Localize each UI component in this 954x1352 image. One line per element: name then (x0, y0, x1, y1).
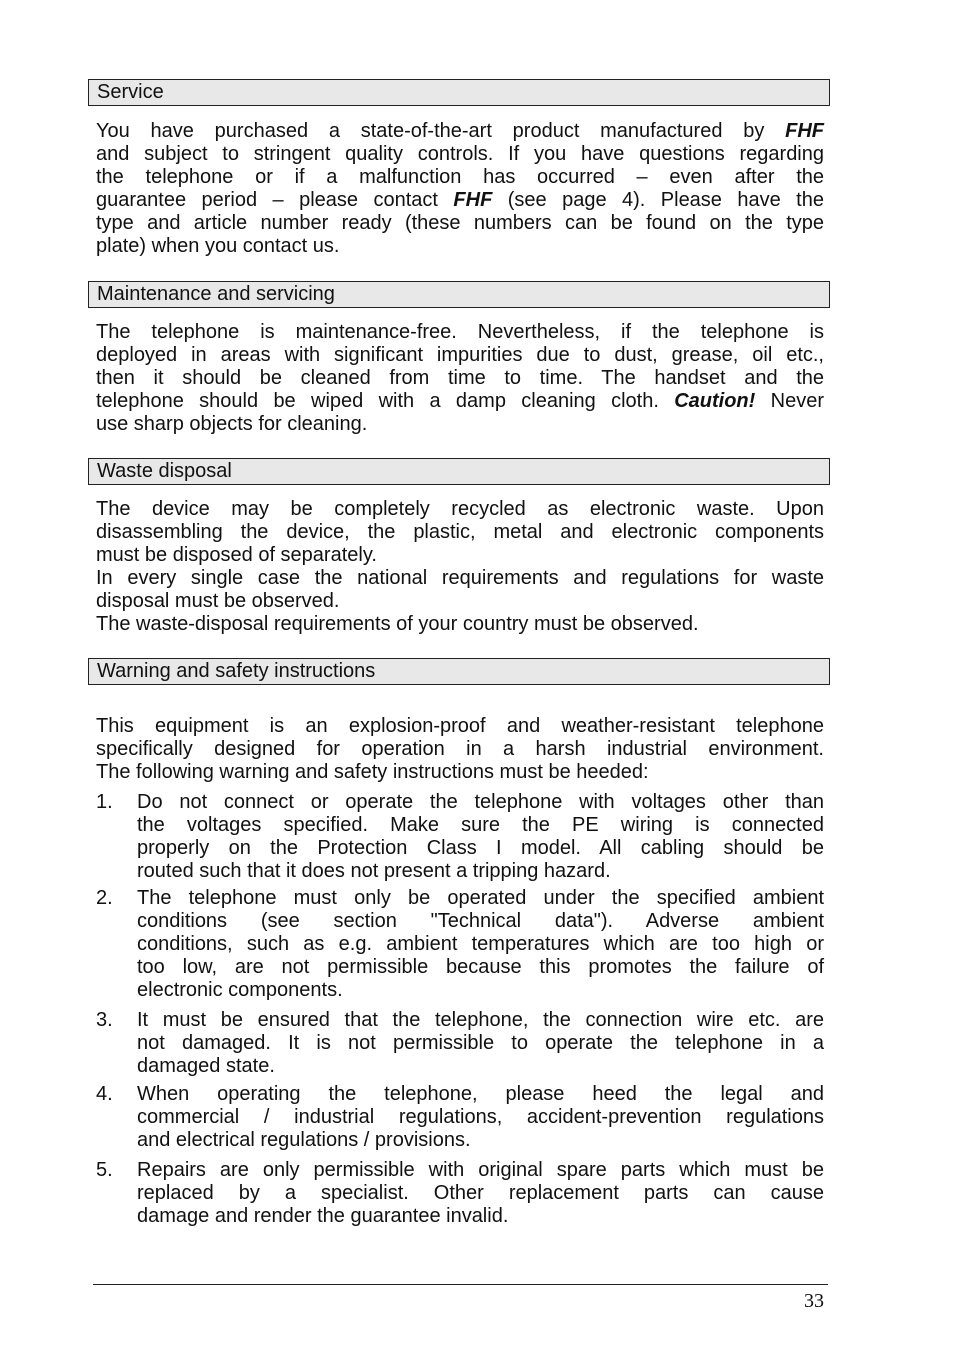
list-item-line: Do not connect or operate the telephone with voltages other than (137, 791, 824, 813)
warning-list-item-1 (96, 791, 824, 883)
service-heading: Service (88, 79, 830, 106)
warning-heading: Warning and safety instructions (88, 658, 830, 685)
list-item-number: 4. (96, 1083, 113, 1105)
maintenance-line-3: then it should be cleaned from time to time. The handset and the (96, 367, 824, 389)
service-line-1 (96, 120, 824, 143)
list-item-line: damage and render the guarantee invalid. (137, 1205, 509, 1227)
maintenance-line-4-text-c: Never (770, 390, 824, 412)
service-line-4-text-c: (see page 4). Please have the (507, 189, 824, 211)
warning-intro-line-1: This equipment is an explosion-proof and weather-resistant telephone (96, 715, 824, 737)
service-brand-fhf-2: FHF (453, 189, 493, 211)
list-item-line: When operating the telephone, please heed the legal and (137, 1083, 824, 1105)
maintenance-line-5: use sharp objects for cleaning. (96, 413, 368, 435)
warning-intro-line-2: specifically designed for operation in a harsh industrial environment. (96, 738, 824, 760)
list-item-body (137, 887, 824, 1002)
warning-intro-line-3: The following warning and safety instructions must be heeded: (96, 761, 649, 783)
service-line-1-text: You have purchased a state-of-the-art product manufactured by (96, 120, 765, 142)
maintenance-line-4-text-a: telephone should be wiped with a damp cleaning cloth. (96, 390, 659, 412)
waste-heading: Waste disposal (88, 458, 830, 485)
service-line-5: type and article number ready (these numbers can be found on the type (96, 212, 824, 234)
waste-line-5: disposal must be observed. (96, 590, 340, 612)
list-item-number: 5. (96, 1159, 113, 1181)
list-item-line: the voltages specified. Make sure the PE wiring is connected (137, 814, 824, 836)
service-line-2: and subject to stringent quality controls. If you have questions regarding (96, 143, 824, 165)
waste-line-3: must be disposed of separately. (96, 544, 377, 566)
list-item-body (137, 1159, 824, 1228)
list-item-line: replaced by a specialist. Other replacement parts can cause (137, 1182, 824, 1204)
caution-label: Caution! (674, 390, 756, 412)
list-item-body (137, 1009, 824, 1078)
warning-intro (96, 715, 824, 784)
service-line-4-text-a: guarantee period – please contact (96, 189, 438, 211)
list-item-body (137, 791, 824, 883)
list-item-line: and electrical regulations / provisions. (137, 1129, 471, 1151)
waste-line-1: The device may be completely recycled as electronic waste. Upon (96, 498, 824, 520)
service-line-4 (96, 189, 824, 212)
waste-line-4: In every single case the national requirements and regulations for waste (96, 567, 824, 589)
maintenance-line-2: deployed in areas with significant impurities due to dust, grease, oil etc., (96, 344, 824, 366)
list-item-line: electronic components. (137, 979, 343, 1001)
maintenance-line-4 (96, 390, 824, 413)
list-item-number: 2. (96, 887, 113, 909)
warning-list-item-5 (96, 1159, 824, 1228)
list-item-line: too low, are not permissible because this promotes the failure of (137, 956, 824, 978)
list-item-line: Repairs are only permissible with original spare parts which must be (137, 1159, 824, 1181)
maintenance-paragraph (96, 321, 824, 436)
list-item-body (137, 1083, 824, 1152)
waste-paragraph (96, 498, 824, 636)
warning-list-item-4 (96, 1083, 824, 1152)
maintenance-heading: Maintenance and servicing (88, 281, 830, 308)
maintenance-line-1: The telephone is maintenance-free. Nevertheless, if the telephone is (96, 321, 824, 343)
list-item-line: properly on the Protection Class I model. All cabling should be (137, 837, 824, 859)
service-line-3: the telephone or if a malfunction has occurred – even after the (96, 166, 824, 188)
list-item-line: damaged state. (137, 1055, 275, 1077)
list-item-line: The telephone must only be operated under the specified ambient (137, 887, 824, 909)
warning-list-item-2 (96, 887, 824, 1002)
list-item-line: It must be ensured that the telephone, the connection wire etc. are (137, 1009, 824, 1031)
list-item-number: 1. (96, 791, 113, 813)
waste-line-2: disassembling the device, the plastic, metal and electronic components (96, 521, 824, 543)
service-paragraph (96, 120, 824, 258)
footer-divider (93, 1284, 828, 1285)
list-item-number: 3. (96, 1009, 113, 1031)
page-number: 33 (804, 1290, 824, 1312)
waste-line-6: The waste-disposal requirements of your country must be observed. (96, 613, 699, 635)
list-item-line: conditions (see section "Technical data"). Adverse ambient (137, 910, 824, 932)
list-item-line: routed such that it does not present a tripping hazard. (137, 860, 611, 882)
list-item-line: commercial / industrial regulations, accident-prevention regulations (137, 1106, 824, 1128)
service-brand-fhf: FHF (785, 120, 825, 142)
list-item-line: conditions, such as e.g. ambient temperatures which are too high or (137, 933, 824, 955)
warning-list-item-3 (96, 1009, 824, 1078)
service-line-6: plate) when you contact us. (96, 235, 340, 257)
list-item-line: not damaged. It is not permissible to operate the telephone in a (137, 1032, 824, 1054)
